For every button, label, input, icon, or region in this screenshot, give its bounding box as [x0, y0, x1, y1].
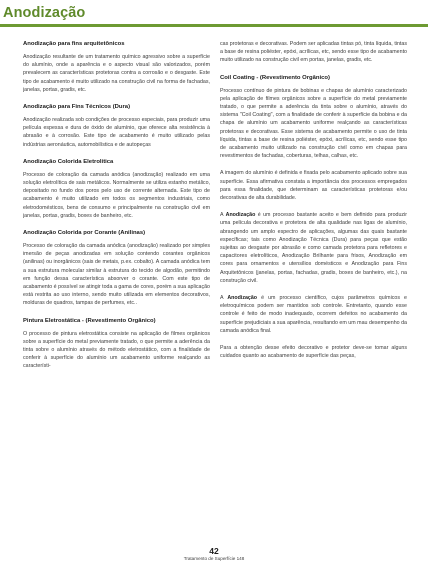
- text-body: é um processo bastante aceito e bem definido para produzir uma película decorativa e protetora de alta qualidade nas ligas de alumínio, abrangendo um amplo espectro de aplicações, algumas das quais bastante específicas; tais como Anodização Técnica (Dura) para peças que estão sujeitas ao desgaste por abrasão e como camada protetora para refletores e capacitores eletrolíticos, Anodização Brilhante para frisos, Anodização em cores para ornamentos e utensílios domésticos e Anodização para Fins Arquitetônicos (janelas, portas, fachadas, gradis, boxes de banheiro, etc.), na construção civil.: [220, 212, 407, 284]
- heading-architectural-anodizing: Anodização para fins arquitetônicos: [23, 41, 125, 47]
- paragraph-anodizing-overview: [220, 211, 407, 285]
- header: [0, 0, 428, 30]
- term-anodizing: Anodização: [227, 295, 258, 302]
- paragraph-dye-color: Processo de coloração da camada anódica (anodização) realizado por simples imersão de peças anodizadas em solução contendo corantes orgânicos (anilinas) ou inorgânicos (sais de metais, p.ex. cobalto). A camada anódica tem a sua estrutura molecular similar à estrutura do tecido de algodão, permitindo em função dessa característica absorver o corante. Com este tipo de acabamento é possível se atingir toda a gama de cores, porém a sua aplicação está restrita ao uso interno, sendo muito utilizada em elementos decorativos, molduras de quadros, tampas de perfumes, etc..: [23, 243, 210, 307]
- paragraph-anodizing-process: [220, 294, 407, 335]
- text-body: é um processo científico, cujos parâmetros químicos e eletroquímicos podem ser mantidos sob controle. Entretanto, quando esse controle é feito de modo inadequado, ocorrem defeitos no acabamento da superfície prejudiciais a sua aparência, resultando em um mau desempenho da camada anódica final.: [220, 295, 407, 334]
- paragraph-architectural-anodizing: Anodização resultante de um tratamento químico agressivo sobre a superfície do alumínio, onde a aparência e o aspecto visual são valorizados, porém prevalecem as características protetoras contra a corrosão e o desgaste. Este tipo de acabamento é muito utilizado na construção civil na forma de fachadas, janelas, portas, gradis, etc.: [23, 54, 210, 93]
- paragraph-coil-coating: Processo contínuo de pintura de bobinas e chapas de alumínio caracterizado pela aplicação de filmes orgânicos sobre a superfície do metal previamente tratado, o que permite a aderência da tinta sobre o alumínio, através do sistema "Coil Coating", com a finalidade de conferir à superfície da bobina e da chapa de alumínio um acabamento uniforme realçando as características protetoras e decorativas. Esse sistema de acabamento permite o uso de tinta líquida, tintas a base de resina poliéster, epóxi, acrílicas, etc, sendo esse tipo de acabamento muito utilizado na construção civil como em chapas para revestimentos de fachadas, coberturas, telhas, calhas, etc.: [220, 87, 407, 160]
- text-prefix: A: [220, 212, 226, 219]
- heading-hard-anodizing: Anodização para Fins Técnicos (Dura): [23, 104, 131, 111]
- footer-caption: Tratamento de Superfície 148: [183, 556, 245, 561]
- page-number: 42: [209, 546, 219, 556]
- paragraph-hard-anodizing: Anodização realizada sob condições de processo especiais, para produzir uma película espessa e dura de óxido de alumínio, que oferece alta resistência à abrasão e à corrosão. Este tipo de acabamento é muito utilizado pelas indústrias aeronáutica, automobilística e de autopeças: [23, 117, 210, 148]
- footer: [0, 546, 428, 562]
- text-prefix: A: [220, 295, 228, 302]
- header-rule: [0, 24, 428, 27]
- right-column: [220, 40, 407, 548]
- paragraph-electrolytic-color: Processo de coloração da camada anódica (anodização) realizado em uma solução eletrolítica de sais metálicos. Normalmente se utiliza estanho metálico, depositado no fundo dos poros pelo uso de corrente alternada. Este tipo de acabamento é muito utilizado em todos os segmentos industriais, como eletrodomésticos, bens de consumo e principalmente na construção civil em janelas, portas, gradis, boxes de banheiro, etc.: [23, 171, 210, 219]
- heading-dye-color: Anodização Colorida por Corante (Anilinas): [23, 230, 146, 237]
- heading-coil-coating: Coil Coating - (Revestimento Orgânico): [220, 74, 330, 81]
- paragraph-aluminum-image: A imagem do alumínio é definida e fixada pelo acabamento aplicado sobre sua superfície. Essa afirmativa constata a importância dos processos empregados para essa finalidade, que determinam as características protetoras e/ou decorativas de alta durabilidade.: [220, 170, 407, 202]
- paragraph-electrostatic-continued: cas protetoras e decorativas. Podem ser aplicadas tintas pó, tinta líquida, tintas a base de resina poliéster, epóxi, acrílicas, etc, sendo esse tipo de acabamento muito utilizado na construção civil em portas, janelas, gradis, etc.: [220, 41, 407, 64]
- left-column: [23, 40, 210, 548]
- section-title: Anodização: [3, 5, 86, 21]
- heading-electrolytic-color: Anodização Colorida Eletrolítica: [23, 158, 114, 165]
- term-anodizing: Anodização: [225, 212, 256, 219]
- heading-electrostatic-paint: Pintura Eletrostática - (Revestimento Orgânico): [23, 317, 156, 324]
- paragraph-electrostatic-paint: O processo de pintura eletrostática consiste na aplicação de filmes orgânicos sobre a superfície do metal previamente tratado, o que permite a aderência da tinta sobre o alumínio através do método eletrostático, com a finalidade de conferir à superfície do alumínio um acabamento uniforme realçando as característi-: [23, 330, 210, 370]
- paragraph-surface-care: Para a obtenção desse efeito decorativo e protetor deve-se tomar alguns cuidados quanto ao acabamento de superfície das peças,: [220, 345, 407, 360]
